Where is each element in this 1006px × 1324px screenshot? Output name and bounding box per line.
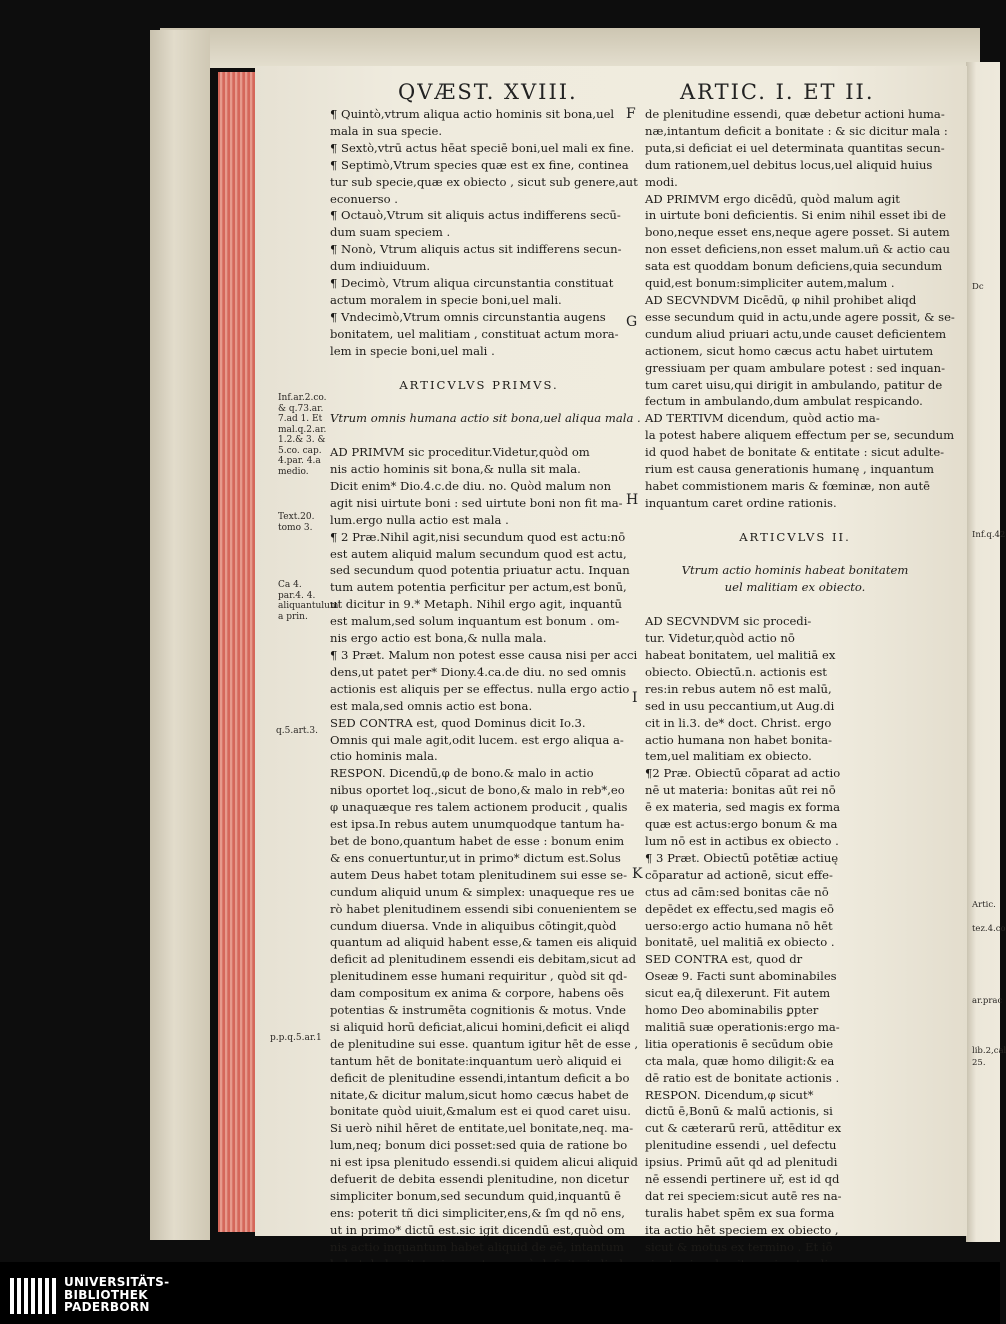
text-line: bono,neque esset ens,neque agere posset. Si autem	[645, 225, 950, 240]
margin-letter: K	[632, 866, 643, 882]
text-line: plenitudine essendi , uel defectu	[645, 1138, 837, 1153]
text-line: inquantum caret ordine rationis.	[645, 495, 837, 510]
text-line: cta mala, quæ homo diligit:& ea	[645, 1053, 835, 1068]
text-line: ¶ Septimò,Vtrum species quæ est ex fine, continea	[330, 157, 629, 172]
text-line: cit in li.3. de* doct. Christ. ergo	[645, 715, 832, 730]
text-line: cundum aliud priuari actu,unde causet deficientem	[645, 326, 947, 341]
text-line: lem in specie boni,uel mali .	[330, 343, 495, 358]
text-line: quid,est bonum:simpliciter autem,malum .	[645, 276, 895, 291]
text-line: rium est causa generationis humanę , inquantum	[645, 462, 934, 477]
text-line: fectum in ambulando,dum ambulat respicando.	[645, 394, 923, 409]
text-line: nis ergo actio est bona,& nulla mala.	[330, 631, 547, 646]
text-line: autem Deus habet totam plenitudinem sui esse se-	[330, 867, 628, 882]
text-line: ut in primo* dictū est.sic igit dicendū est,quòd om	[330, 1222, 626, 1237]
text-line: sicut & motus ex termino . Et iō	[645, 1239, 833, 1254]
text-line: Vtrum omnis humana actio sit bona,uel aliqua mala .	[330, 411, 641, 426]
text-line: ctio hominis mala.	[330, 749, 438, 764]
text-line: ¶ Octauò,Vtrum sit aliquis actus indifferens secū-	[330, 208, 621, 223]
text-line: lum nō est in actibus ex obiecto .	[645, 833, 839, 848]
text-line: ¶ Quintò,vtrum aliqua actio hominis sit bona,uel	[330, 107, 615, 121]
text-line: mala in sua specie.	[330, 123, 443, 138]
text-line: id quod habet de bonitate & entitate : sicut adulte-	[645, 445, 945, 460]
text-line: actionis est aliquis per se effectus. nulla ergo actio	[330, 681, 630, 696]
facing-page-fragment: 25.	[972, 1058, 986, 1068]
text-line: modi.	[645, 174, 678, 189]
text-line: ni est ipsa plenitudo essendi.si quidem alicui aliquid	[330, 1155, 638, 1170]
facing-page-fragment: tez.4.co	[972, 924, 1006, 934]
text-line: la potest habere aliquem effectum per se, secundum	[645, 428, 955, 443]
text-line: RESPON. Dicendum,φ sicut*	[645, 1087, 814, 1102]
text-line: ipsius. Primū aūt qd ad plenitudi	[645, 1155, 838, 1170]
text-line: litia operationis ē secūdum obie	[645, 1036, 834, 1051]
text-line: bet de bono,quantum habet de esse : bonum enim	[330, 833, 625, 848]
text-line: Omnis qui male agit,odit lucem. est ergo aliqua a-	[330, 732, 624, 747]
text-line: potentias & instrumēta cognitionis & motus. Vnde	[330, 1003, 626, 1018]
text-line: Vtrum actio hominis habeat bonitatem	[681, 563, 909, 578]
text-line: malitiā suæ operationis:ergo ma-	[645, 1019, 840, 1034]
text-line: est malum,sed solum inquantum est bonum . om-	[330, 614, 620, 629]
text-line: de plenitudine sui esse. quantum igitur hēt de esse ,	[330, 1036, 639, 1051]
text-line: dum indiuiduum.	[330, 259, 431, 274]
text-line: non esset deficiens,non esset malum.uñ & actio cau	[645, 242, 951, 257]
text-line: ens: poterit tñ dici simpliciter,ens,& ſm qd nō ens,	[330, 1205, 625, 1220]
text-line: dam compositum ex anima & corpore, habens oēs	[330, 986, 624, 1001]
text-line: ¶ 2 Præ.Nihil agit,nisi secundum quod est actu:nō	[330, 529, 626, 544]
text-line: & ens conuertuntur,ut in primo* dictum est.Solus	[330, 850, 621, 865]
text-line: AD SECVNDVM sic procedi-	[645, 614, 812, 629]
text-line: cōparatur ad actionē, sicut effe-	[645, 867, 833, 882]
text-line: Oseæ 9. Facti sunt abominabiles	[645, 969, 837, 984]
facing-page-fragment: Dc	[972, 282, 984, 292]
text-line: SED CONTRA est, quod Dominus dicit Io.3.	[330, 715, 586, 730]
text-line: bonitate quòd uiuit,&malum est ei quod caret uisu.	[330, 1104, 631, 1119]
text-line: si aliquid horū deficiat,alicui homini,deficit ei aliqd	[330, 1019, 630, 1034]
page-edge-red	[218, 72, 256, 1232]
text-line: nē essendi pertinere uř, est id qd	[645, 1172, 840, 1187]
text-line: AD TERTIVM dicendum, quòd actio ma-	[645, 411, 880, 426]
text-line: sata est quoddam bonum deficiens,quia secundum	[645, 259, 943, 274]
text-line: uerso:ergo actio humana nō hēt	[645, 918, 833, 933]
text-line: ¶ Decimò, Vtrum aliqua circunstantia constituat	[330, 276, 614, 291]
text-line: tur sub specie,quæ ex obiecto , sicut sub genere,aut	[330, 174, 638, 189]
text-line	[330, 427, 628, 444]
text-line: in uirtute boni deficientis. Si enim nihil esset ibi de	[645, 208, 946, 223]
text-line: ut dicitur in 9.* Metaph. Nihil ergo agit, inquantū	[330, 597, 623, 612]
margin-gloss: Inf.ar.2.co. & q.73.ar. 7.ad 1. Et mal.q.2.ar. 1.2.& 3. & 5.co. cap. 4.par. 4.a medio.	[278, 393, 327, 477]
text-line: Si uerò nihil hēret de entitate,uel bonitate,neq. ma-	[330, 1121, 634, 1136]
text-line: sicut ea,q̄ dilexerunt. Fit autem	[645, 986, 831, 1001]
margin-letter: G	[626, 314, 638, 330]
book-cover-top	[160, 28, 980, 68]
text-line: dē ratio est de bonitate actionis .	[645, 1070, 840, 1085]
text-line: actio humana non habet bonita-	[645, 732, 833, 747]
text-line: sed in usu peccantium,ut Aug.di	[645, 698, 835, 713]
text-line: agit nisi uirtute boni : sed uirtute boni non fit ma-	[330, 495, 623, 510]
text-line: ¶ Nonò, Vtrum aliquis actus sit indifferens secun-	[330, 242, 622, 257]
text-line: AD PRIMVM ergo dicēdū, quòd malum agit	[645, 191, 900, 206]
text-line: res:in rebus autem nō est malū,	[645, 681, 832, 696]
text-line: nitate,& dicitur malum,sicut homo cæcus habet de	[330, 1087, 629, 1102]
margin-letter: F	[626, 106, 636, 122]
text-line: tum caret uisu,qui dirigit in ambulando, patitur de	[645, 377, 943, 392]
text-line: cundum diuersa. Vnde in aliquibus cōtingit,quòd	[330, 918, 617, 933]
text-line: dat rei speciem:sicut autē res na-	[645, 1189, 842, 1203]
margin-letter: I	[632, 690, 638, 706]
text-line: sed secundum quod potentia priuatur actu. Inquan	[330, 563, 630, 578]
text-line: deficit ad plenitudinem essendi eis debitam,sicut ad	[330, 952, 637, 967]
text-line: dum suam speciem .	[330, 225, 451, 240]
text-line: ¶ Sextò,vtrū actus hēat speciē boni,uel mali ex fine.	[330, 140, 635, 155]
running-header-left: QVÆST. XVIII.	[398, 80, 578, 104]
facing-page-fragment: Inf.q.42	[972, 530, 1006, 540]
text-line	[330, 393, 628, 410]
text-line	[645, 546, 945, 563]
text-line: turalis habet spēm ex sua forma	[645, 1205, 835, 1220]
margin-gloss: Text.20. tomo 3.	[278, 512, 315, 533]
text-line: habeat bonitatem, uel malitiā ex	[645, 648, 836, 662]
text-line: bonitatem, uel malitiam , constituat actum mora-	[330, 326, 619, 341]
text-line: ē ex materia, sed magis ex forma	[645, 800, 840, 815]
text-line: lum,neq; bonum dici posset:sed quia de ratione bo	[330, 1138, 628, 1153]
text-line: AD PRIMVM sic proceditur.Videtur,quòd om	[330, 445, 590, 460]
text-line: cundum aliquid unum & simplex: unaqueque res ue	[330, 884, 635, 899]
text-line: tur. Videtur,quòd actio nō	[645, 631, 795, 646]
facing-page-fragment: ar.prac	[972, 996, 1003, 1006]
text-line: esse secundum quid in actu,unde agere possit, & se-	[645, 309, 955, 324]
text-line: dum rationem,uel debitus locus,uel aliquid huius	[645, 157, 933, 172]
facing-page-fragment: lib.2,cal	[972, 1046, 1006, 1056]
text-line: est mala,sed omnis actio est bona.	[330, 698, 533, 713]
text-line: actionem, sicut homo cæcus actu habet uirtutem	[645, 343, 934, 358]
text-line: ita actio hēt speciem ex obiecto ,	[645, 1222, 839, 1237]
text-line: rò habet plenitudinem essendi sibi conuenientem se	[330, 901, 637, 916]
library-logo-text: UNIVERSITÄTS- BIBLIOTHEK PADERBORN	[64, 1275, 170, 1314]
text-line: quantum ad aliquid habent esse,& tamen eis aliquid	[330, 935, 638, 950]
text-line: uel malitiam ex obiecto.	[724, 580, 866, 595]
text-column-right	[645, 106, 955, 1273]
text-line: ctus ad cām:sed bonitas cāe nō	[645, 884, 829, 899]
text-line: bonitatē, uel malitiā ex obiecto .	[645, 935, 835, 950]
text-line: est ipsa.In rebus autem unumquodque tantum ha-	[330, 817, 625, 832]
text-line: ¶ Vndecimò,Vtrum omnis circunstantia augens	[330, 309, 606, 324]
margin-gloss: p.p.q.5.ar.1	[270, 1033, 322, 1043]
library-logo-icon	[10, 1278, 56, 1314]
text-line: est autem aliquid malum secundum quod est actu,	[330, 546, 627, 561]
text-line: næ,intantum deficit a bonitate : & sic dicitur mala :	[645, 123, 948, 138]
text-line: ¶ 3 Præt. Obiectū potētiæ actiuę	[645, 850, 839, 865]
text-line: ARTICVLVS II.	[739, 529, 851, 544]
text-line: nis actio inquantum habet aliquid de eē, intantum	[330, 1239, 624, 1254]
text-line: dens,ut patet per* Diony.4.ca.de diu. no sed omnis	[330, 664, 627, 679]
text-line: nis actio hominis sit bona,& nulla sit mala.	[330, 462, 581, 477]
text-line: obiecto. Obiectū.n. actionis est	[645, 664, 827, 679]
text-line: cut & cæterarū rerū, attēditur ex	[645, 1121, 842, 1136]
text-line: tem,uel malitiam ex obiecto.	[645, 749, 812, 764]
text-line	[645, 596, 945, 613]
text-line: Dicit enim* Dio.4.c.de diu. no. Quòd malum non	[330, 478, 612, 493]
text-line: depēdet ex effectu,sed magis eō	[645, 901, 834, 916]
text-line: de plenitudine essendi, quæ debetur actioni huma-	[645, 107, 945, 121]
text-line: SED CONTRA est, quod dr	[645, 952, 803, 967]
text-line: plenitudinem esse humani requiritur , quòd sit qd-	[330, 969, 628, 984]
text-line: quæ est actus:ergo bonum & ma	[645, 817, 838, 832]
margin-gloss: Ca 4. par.4. 4. aliquantulum a prin.	[278, 580, 339, 622]
text-line: AD SECVNDVM Dicēdū, φ nihil prohibet aliqd	[645, 292, 917, 307]
text-line: nē ut materia: bonitas aūt rei nō	[645, 783, 836, 798]
book-cover-edge	[150, 30, 210, 1240]
text-line: ¶ 3 Præt. Malum non potest esse causa nisi per acci	[330, 648, 638, 662]
text-line: tum autem potentia perficitur per actum,est bonū,	[330, 580, 627, 595]
text-line: homo Deo abominabilis ꝑpter	[645, 1003, 819, 1018]
text-line: econuerso .	[330, 191, 398, 206]
margin-gloss: q.5.art.3.	[276, 726, 318, 736]
text-line: tantum hēt de bonitate:inquantum uerò aliquid ei	[330, 1053, 622, 1068]
text-line: ¶2 Præ. Obiectū cōparat ad actio	[645, 766, 841, 781]
text-line: defuerit de debita essendi plenitudine, non dicetur	[330, 1172, 629, 1187]
text-line: gressiuam per quam ambulare potest : sed inquan-	[645, 360, 946, 375]
running-header-right: ARTIC. I. ET II.	[680, 80, 875, 104]
text-line: dictū ē,Bonū & malū actionis, si	[645, 1104, 833, 1119]
text-line	[645, 512, 945, 529]
text-line: ARTICVLVS PRIMVS.	[399, 377, 559, 392]
text-line: puta,si deficiat ei uel determinata quantitas secun-	[645, 140, 945, 155]
text-line: simpliciter bonum,sed secundum quid,inquantū ē	[330, 1189, 621, 1203]
text-line: nibus oportet loq.,sicut de bono,& malo in reb*,eo	[330, 783, 625, 798]
text-line: deficit de plenitudine essendi,intantum deficit a bo	[330, 1070, 630, 1085]
text-line: lum.ergo nulla actio est mala .	[330, 512, 509, 527]
text-line: RESPON. Dicendū,φ de bono.& malo in actio	[330, 766, 594, 781]
text-column-left	[330, 106, 641, 1273]
text-line: actum moralem in specie boni,uel mali.	[330, 292, 562, 307]
text-line: φ unaquæque res talem actionem producit , qualis	[330, 800, 628, 815]
margin-letter: H	[626, 492, 639, 508]
facing-page-fragment: Artic.	[972, 900, 996, 910]
text-line	[330, 360, 628, 377]
text-line: habet commistionem maris & fœminæ, non autē	[645, 478, 930, 493]
